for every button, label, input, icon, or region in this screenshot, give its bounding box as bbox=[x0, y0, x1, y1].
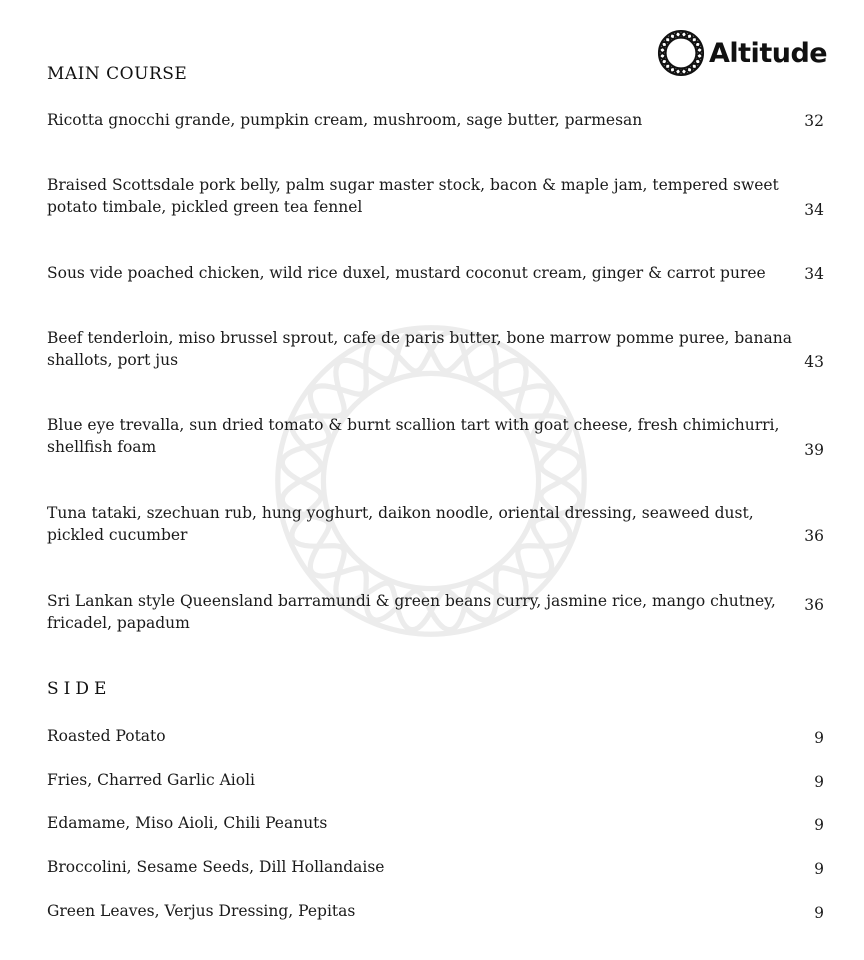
menu-item-price: 43 bbox=[804, 353, 824, 371]
menu-item bbox=[47, 502, 824, 546]
menu-item-description: Green Leaves, Verjus Dressing, Pepitas bbox=[47, 902, 356, 920]
menu-item bbox=[47, 262, 824, 284]
menu-item bbox=[47, 769, 824, 791]
menu-item bbox=[47, 725, 824, 747]
menu-item-description: Beef tenderloin, miso brussel sprout, cafe de paris butter, bone marrow pomme puree, banana shallots, port jus bbox=[47, 329, 792, 369]
menu-item-description: Roasted Potato bbox=[47, 727, 166, 745]
menu-item-description: Blue eye trevalla, sun dried tomato & burnt scallion tart with goat cheese, fresh chimichurri, shellfish foam bbox=[47, 416, 780, 456]
menu-item-price: 36 bbox=[804, 527, 824, 545]
menu-item bbox=[47, 109, 824, 131]
celtic-knot-icon bbox=[657, 29, 705, 77]
menu-item-price: 9 bbox=[814, 904, 824, 922]
menu-item-price: 9 bbox=[814, 860, 824, 878]
menu-item bbox=[47, 812, 824, 834]
menu-item-description: Ricotta gnocchi grande, pumpkin cream, mushroom, sage butter, parmesan bbox=[47, 111, 643, 129]
menu-item-description: Edamame, Miso Aioli, Chili Peanuts bbox=[47, 814, 328, 832]
menu-item bbox=[47, 174, 824, 218]
menu-item bbox=[47, 900, 824, 922]
brand-name: Altitude bbox=[709, 37, 828, 69]
menu-item-price: 9 bbox=[814, 816, 824, 834]
menu-item-price: 9 bbox=[814, 773, 824, 791]
menu-item-description: Broccolini, Sesame Seeds, Dill Hollandaise bbox=[47, 858, 385, 876]
menu-item-description: Braised Scottsdale pork belly, palm sugar master stock, bacon & maple jam, tempered sweet potato timbale, pickled green tea fennel bbox=[47, 176, 779, 216]
menu-item-description: Fries, Charred Garlic Aioli bbox=[47, 771, 255, 789]
menu-item-price: 34 bbox=[804, 201, 824, 219]
menu-item-description: Sous vide poached chicken, wild rice duxel, mustard coconut cream, ginger & carrot puree bbox=[47, 264, 766, 282]
menu-item bbox=[47, 590, 824, 634]
menu-item-price: 32 bbox=[804, 112, 824, 130]
menu-item-description: Tuna tataki, szechuan rub, hung yoghurt, daikon noodle, oriental dressing, seaweed dust, pickled cucumber bbox=[47, 504, 754, 544]
menu-item bbox=[47, 327, 824, 371]
menu-item bbox=[47, 414, 824, 458]
menu-item-price: 36 bbox=[804, 596, 824, 614]
main-course-heading: MAIN COURSE bbox=[47, 64, 188, 84]
brand-logo bbox=[657, 28, 827, 78]
menu-item-description: Sri Lankan style Queensland barramundi & green beans curry, jasmine rice, mango chutney, fricadel, papadum bbox=[47, 592, 776, 632]
menu-item-price: 39 bbox=[804, 441, 824, 459]
side-heading: SIDE bbox=[47, 679, 112, 699]
menu-item-price: 9 bbox=[814, 729, 824, 747]
menu-item bbox=[47, 856, 824, 878]
menu-item-price: 34 bbox=[804, 265, 824, 283]
